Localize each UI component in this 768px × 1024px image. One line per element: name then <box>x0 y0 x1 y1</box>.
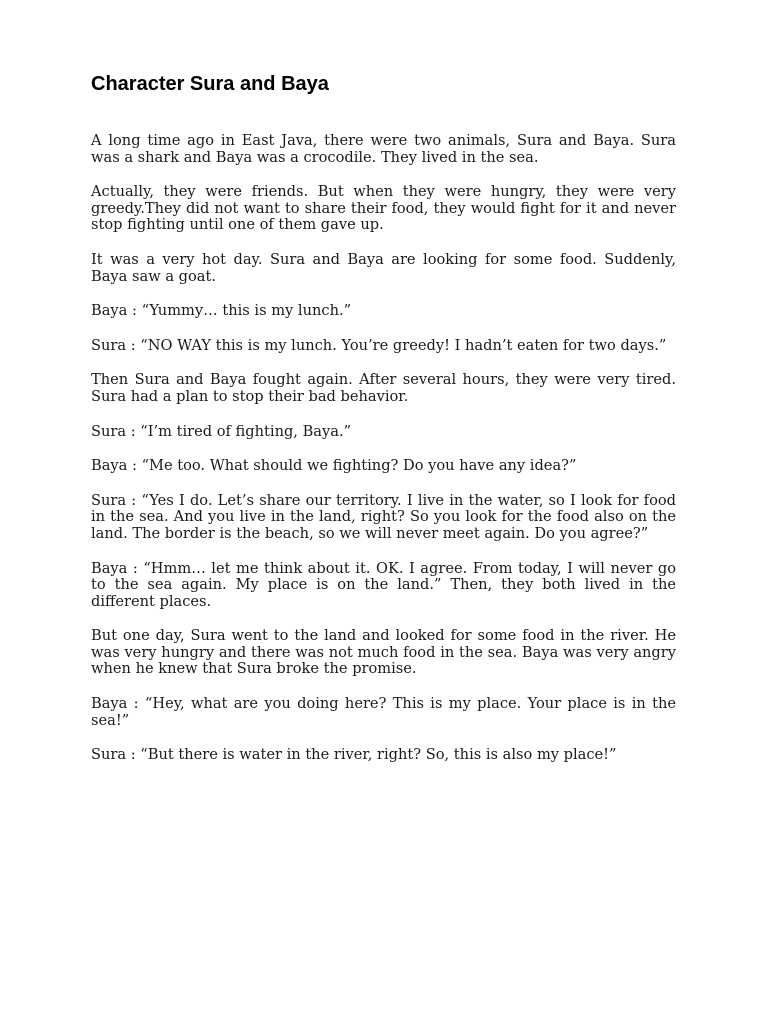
paragraph: Actually, they were friends. But when they were hungry, they were very greedy.They did not want to share their food, they would fight for it and never stop fighting until one of them gave up. <box>91 183 676 234</box>
document-body <box>91 133 676 782</box>
dialogue-line: Baya : “Hey, what are you doing here? This is my place. Your place is in the sea!” <box>91 695 676 729</box>
dialogue-line: Sura : “NO WAY this is my lunch. You’re greedy! I hadn’t eaten for two days.” <box>91 336 667 354</box>
paragraph: Then Sura and Baya fought again. After several hours, they were very tired. Sura had a plan to stop their bad behavior. <box>91 371 676 405</box>
dialogue-line: Baya : “Me too. What should we fighting? Do you have any idea?” <box>91 457 577 475</box>
dialogue-line: Baya : “Yummy… this is my lunch.” <box>91 302 352 320</box>
paragraph: A long time ago in East Java, there were two animals, Sura and Baya. Sura was a shark and Baya was a crocodile. They lived in the sea. <box>91 132 676 166</box>
paragraph: It was a very hot day. Sura and Baya are looking for some food. Suddenly, Baya saw a goat. <box>91 250 676 285</box>
dialogue-line: Sura : “But there is water in the river, right? So, this is also my place!” <box>91 746 617 764</box>
dialogue-line: Sura : “Yes I do. Let’s share our territory. I live in the water, so I look for food in the sea. And you live in the land, right? So you look for the food also on the land. The border is the beach, so we will never meet again. Do you agree?” <box>91 491 676 542</box>
page-title: Character Sura and Baya <box>91 73 329 95</box>
dialogue-line: Baya : “Hmm… let me think about it. OK. I agree. From today, I will never go to the sea again. My place is on the land.” Then, they both lived in the different places. <box>91 559 676 610</box>
dialogue-line: Sura : “I’m tired of fighting, Baya.” <box>91 422 352 440</box>
paragraph: But one day, Sura went to the land and looked for some food in the river. He was very hungry and there was not much food in the sea. Baya was very angry when he knew that Sura broke the promise. <box>91 627 676 678</box>
